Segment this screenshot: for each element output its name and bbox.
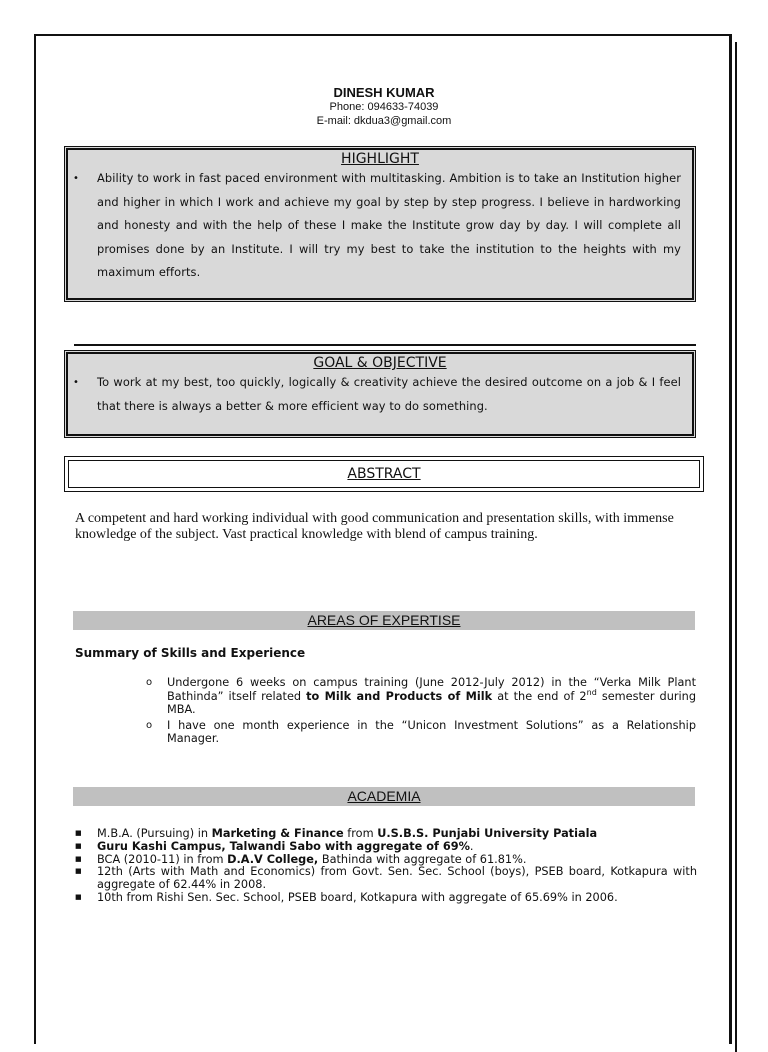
academia-item-bold: Guru Kashi Campus, Talwandi Sabo with aggregate of 69%: [97, 839, 470, 853]
expertise-item-text: Undergone 6 weeks on campus training (June 2012-July 2012) in the “Verka Milk Plant Bathinda” itself related: [167, 676, 696, 703]
expertise-list: [146, 676, 696, 748]
academia-item-text: from: [343, 827, 378, 840]
highlight-item: • Ability to work in fast paced environment with multitasking. Ambition is to take an Institution higher and higher in which I work and achieve my goal by step by step progress. I believe in hardworking and honesty and with the help of these I make the Institute grow day by day. I will complete all promises done by an Institute. I will try my best to take the institution to the heights with my maximum efforts.: [97, 167, 681, 285]
academia-item-text: M.B.A. (Pursuing) in: [97, 827, 212, 840]
goal-section: [64, 350, 696, 438]
abstract-title: ABSTRACT: [68, 460, 700, 488]
highlight-list: [65, 167, 695, 285]
expertise-item: o I have one month experience in the “Unicon Investment Solutions” as a Relationship Manager.: [146, 719, 696, 746]
divider-line: [74, 344, 696, 346]
expertise-title: AREAS OF EXPERTISE: [73, 611, 695, 630]
goal-item: • To work at my best, too quickly, logically & creativity achieve the desired outcome on a job & I feel that there is always a better & more efficient way to do something.: [97, 371, 681, 418]
academia-item: ■ 12th (Arts with Math and Economics) from Govt. Sen. Sec. School (boys), PSEB board, Kotkapura with aggregate of 62.44% in 2008.: [75, 866, 697, 892]
expertise-item-bold: to Milk and Products of Milk: [306, 689, 493, 703]
expertise-item: [146, 676, 696, 717]
academia-item-bold: Marketing & Finance: [211, 827, 344, 840]
goal-title: GOAL & OBJECTIVE: [313, 355, 447, 371]
email-line: E-mail: dkdua3@gmail.com: [316, 115, 452, 127]
academia-item-text: Bathinda with aggregate of 61.81%.: [318, 852, 527, 866]
candidate-name: DINESH KUMAR: [333, 85, 435, 100]
academia-title: ACADEMIA: [73, 787, 695, 806]
academia-item-bold: U.S.B.S. Punjabi University Patiala: [377, 827, 598, 840]
highlight-section: [64, 146, 696, 302]
academia-item-text: .: [469, 839, 474, 853]
abstract-heading-box: [64, 456, 704, 492]
expertise-item-text: at the end of 2: [492, 689, 587, 703]
academia-list: [75, 828, 697, 905]
expertise-item-text: semester during MBA.: [167, 689, 697, 717]
resume-header: [34, 85, 734, 128]
expertise-item-sup: nd: [586, 687, 597, 697]
highlight-title: HIGHLIGHT: [341, 151, 419, 167]
goal-list: [65, 371, 695, 418]
phone-line: Phone: 094633-74039: [329, 101, 439, 113]
expertise-subtitle: Summary of Skills and Experience: [75, 646, 306, 660]
academia-item-bold: D.A.V College,: [227, 852, 319, 866]
academia-item-text: BCA (2010-11) in from: [97, 852, 228, 866]
academia-item: ■ 10th from Rishi Sen. Sec. School, PSEB board, Kotkapura with aggregate of 65.69% in 2006.: [75, 892, 697, 905]
abstract-text: A competent and hard working individual with good communication and presentation skills, with immense knowledge of the subject. Vast practical knowledge with blend of campus training.: [75, 511, 674, 542]
